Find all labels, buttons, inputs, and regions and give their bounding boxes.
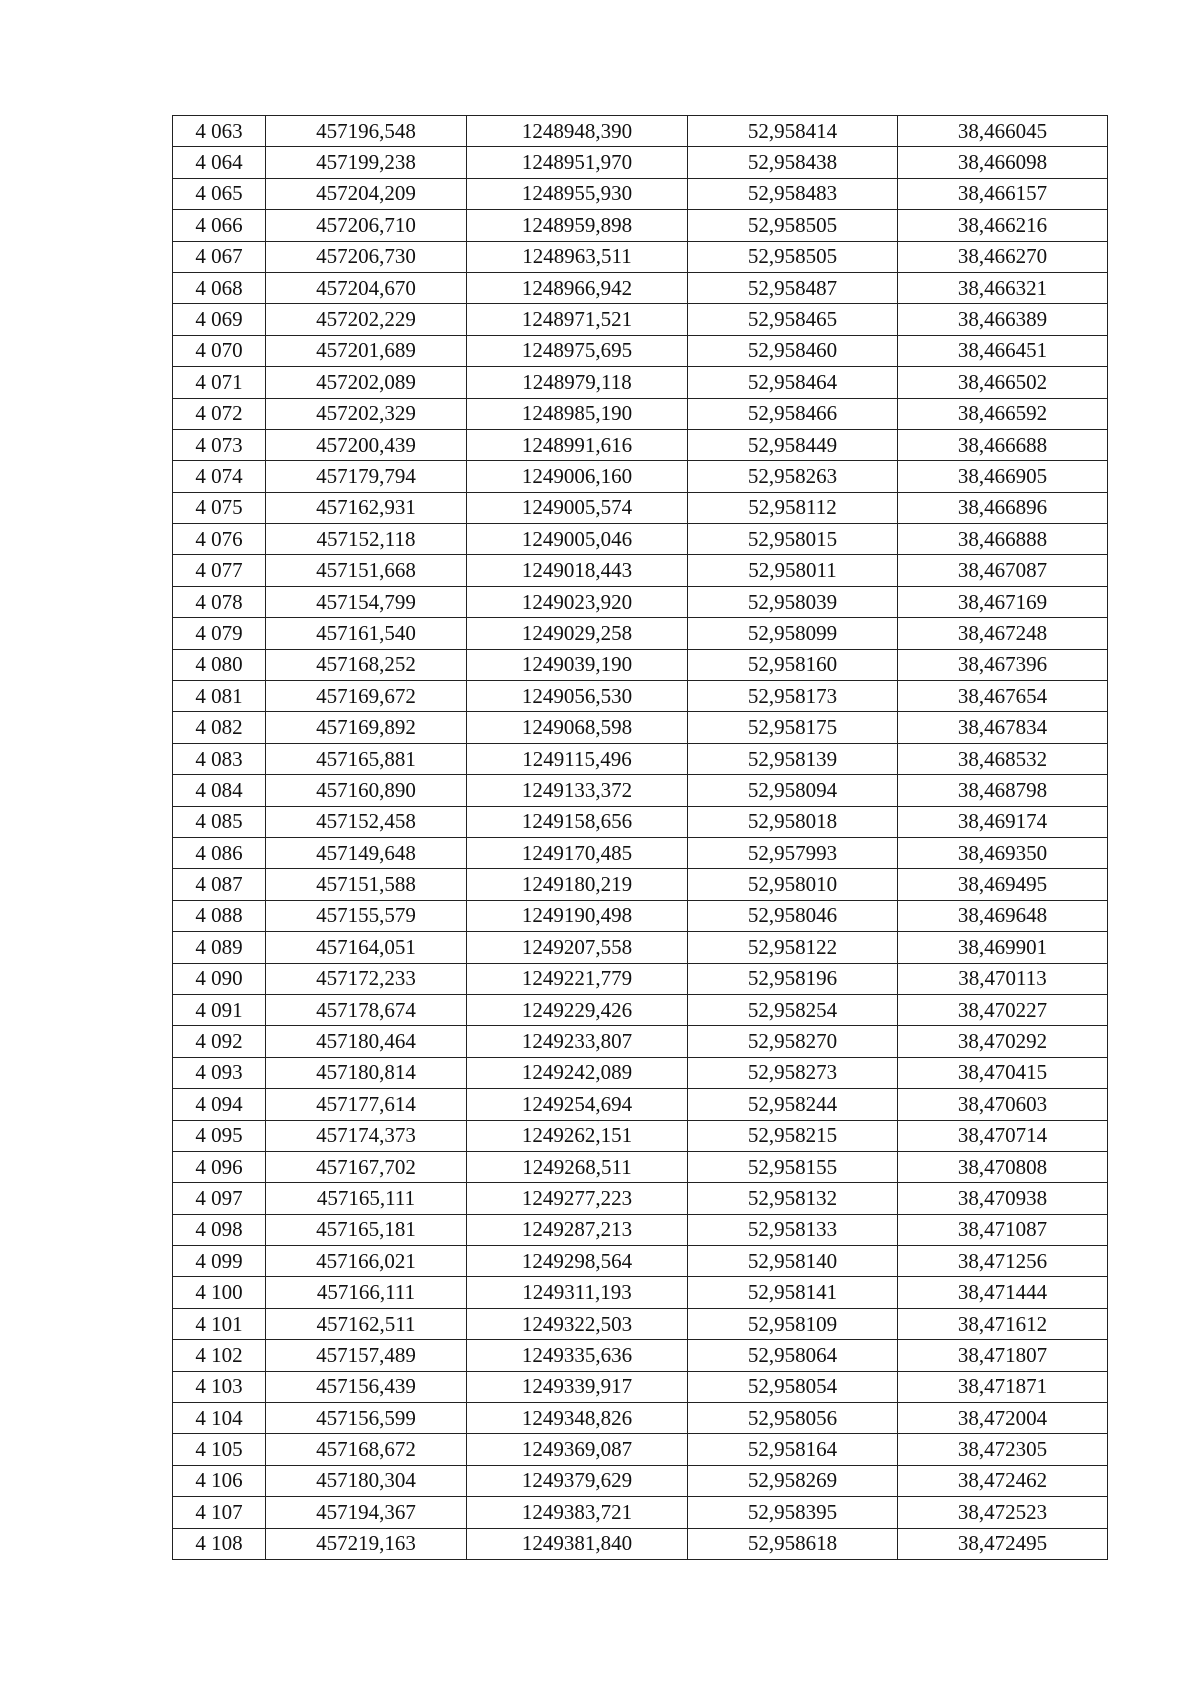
longitude-cell: 38,467087 [898, 555, 1108, 586]
table-row [173, 994, 1108, 1025]
point-number-cell: 4 104 [173, 1403, 266, 1434]
point-number-cell: 4 074 [173, 461, 266, 492]
y-coordinate-cell: 1248948,390 [467, 116, 688, 147]
point-number-cell: 4 105 [173, 1434, 266, 1465]
x-coordinate-cell: 457156,439 [266, 1371, 467, 1402]
y-coordinate-cell: 1249229,426 [467, 994, 688, 1025]
latitude-cell: 52,958618 [688, 1528, 898, 1559]
longitude-cell: 38,467396 [898, 649, 1108, 680]
point-number-cell: 4 071 [173, 367, 266, 398]
longitude-cell: 38,471871 [898, 1371, 1108, 1402]
x-coordinate-cell: 457178,674 [266, 994, 467, 1025]
point-number-cell: 4 108 [173, 1528, 266, 1559]
table-row [173, 712, 1108, 743]
longitude-cell: 38,466321 [898, 272, 1108, 303]
y-coordinate-cell: 1248966,942 [467, 272, 688, 303]
point-number-cell: 4 099 [173, 1246, 266, 1277]
y-coordinate-cell: 1248963,511 [467, 241, 688, 272]
point-number-cell: 4 086 [173, 837, 266, 868]
table-row [173, 555, 1108, 586]
table-row [173, 492, 1108, 523]
table-row [173, 1308, 1108, 1339]
table-row [173, 398, 1108, 429]
y-coordinate-cell: 1249379,629 [467, 1465, 688, 1496]
y-coordinate-cell: 1249369,087 [467, 1434, 688, 1465]
x-coordinate-cell: 457169,892 [266, 712, 467, 743]
longitude-cell: 38,472462 [898, 1465, 1108, 1496]
table-row [173, 272, 1108, 303]
latitude-cell: 52,958015 [688, 524, 898, 555]
latitude-cell: 52,958215 [688, 1120, 898, 1151]
table-row [173, 1465, 1108, 1496]
x-coordinate-cell: 457155,579 [266, 900, 467, 931]
longitude-cell: 38,466270 [898, 241, 1108, 272]
x-coordinate-cell: 457199,238 [266, 147, 467, 178]
x-coordinate-cell: 457164,051 [266, 932, 467, 963]
x-coordinate-cell: 457202,329 [266, 398, 467, 429]
longitude-cell: 38,470415 [898, 1057, 1108, 1088]
x-coordinate-cell: 457196,548 [266, 116, 467, 147]
x-coordinate-cell: 457201,689 [266, 335, 467, 366]
table-row [173, 743, 1108, 774]
table-row [173, 1497, 1108, 1528]
point-number-cell: 4 064 [173, 147, 266, 178]
y-coordinate-cell: 1249277,223 [467, 1183, 688, 1214]
y-coordinate-cell: 1249158,656 [467, 806, 688, 837]
longitude-cell: 38,466451 [898, 335, 1108, 366]
x-coordinate-cell: 457174,373 [266, 1120, 467, 1151]
table-row [173, 649, 1108, 680]
point-number-cell: 4 103 [173, 1371, 266, 1402]
y-coordinate-cell: 1249133,372 [467, 775, 688, 806]
x-coordinate-cell: 457162,511 [266, 1308, 467, 1339]
latitude-cell: 52,958133 [688, 1214, 898, 1245]
point-number-cell: 4 076 [173, 524, 266, 555]
table-row [173, 335, 1108, 366]
table-row [173, 1151, 1108, 1182]
table-row [173, 1089, 1108, 1120]
y-coordinate-cell: 1249242,089 [467, 1057, 688, 1088]
table-row [173, 806, 1108, 837]
x-coordinate-cell: 457152,118 [266, 524, 467, 555]
longitude-cell: 38,471807 [898, 1340, 1108, 1371]
y-coordinate-cell: 1249287,213 [467, 1214, 688, 1245]
table-row [173, 461, 1108, 492]
longitude-cell: 38,470227 [898, 994, 1108, 1025]
table-row [173, 1371, 1108, 1402]
y-coordinate-cell: 1249006,160 [467, 461, 688, 492]
point-number-cell: 4 094 [173, 1089, 266, 1120]
latitude-cell: 52,958039 [688, 586, 898, 617]
longitude-cell: 38,466905 [898, 461, 1108, 492]
table-row [173, 963, 1108, 994]
point-number-cell: 4 084 [173, 775, 266, 806]
latitude-cell: 52,958505 [688, 210, 898, 241]
x-coordinate-cell: 457167,702 [266, 1151, 467, 1182]
table-row [173, 900, 1108, 931]
latitude-cell: 52,958164 [688, 1434, 898, 1465]
table-row [173, 1057, 1108, 1088]
longitude-cell: 38,471256 [898, 1246, 1108, 1277]
y-coordinate-cell: 1249233,807 [467, 1026, 688, 1057]
point-number-cell: 4 078 [173, 586, 266, 617]
y-coordinate-cell: 1249115,496 [467, 743, 688, 774]
longitude-cell: 38,471612 [898, 1308, 1108, 1339]
latitude-cell: 52,958244 [688, 1089, 898, 1120]
latitude-cell: 52,958487 [688, 272, 898, 303]
latitude-cell: 52,958109 [688, 1308, 898, 1339]
y-coordinate-cell: 1249381,840 [467, 1528, 688, 1559]
point-number-cell: 4 083 [173, 743, 266, 774]
latitude-cell: 52,958018 [688, 806, 898, 837]
longitude-cell: 38,466216 [898, 210, 1108, 241]
y-coordinate-cell: 1249190,498 [467, 900, 688, 931]
point-number-cell: 4 085 [173, 806, 266, 837]
latitude-cell: 52,958094 [688, 775, 898, 806]
latitude-cell: 52,958132 [688, 1183, 898, 1214]
point-number-cell: 4 089 [173, 932, 266, 963]
point-number-cell: 4 093 [173, 1057, 266, 1088]
table-row [173, 775, 1108, 806]
point-number-cell: 4 100 [173, 1277, 266, 1308]
longitude-cell: 38,472495 [898, 1528, 1108, 1559]
table-row [173, 1528, 1108, 1559]
y-coordinate-cell: 1248991,616 [467, 429, 688, 460]
y-coordinate-cell: 1249254,694 [467, 1089, 688, 1120]
table-row [173, 618, 1108, 649]
latitude-cell: 52,958139 [688, 743, 898, 774]
longitude-cell: 38,468798 [898, 775, 1108, 806]
point-number-cell: 4 079 [173, 618, 266, 649]
y-coordinate-cell: 1249023,920 [467, 586, 688, 617]
table-row [173, 524, 1108, 555]
latitude-cell: 52,958273 [688, 1057, 898, 1088]
longitude-cell: 38,467654 [898, 681, 1108, 712]
point-number-cell: 4 087 [173, 869, 266, 900]
longitude-cell: 38,470938 [898, 1183, 1108, 1214]
latitude-cell: 52,958010 [688, 869, 898, 900]
longitude-cell: 38,472305 [898, 1434, 1108, 1465]
table-row [173, 586, 1108, 617]
table-row [173, 1340, 1108, 1371]
longitude-cell: 38,469350 [898, 837, 1108, 868]
latitude-cell: 52,958414 [688, 116, 898, 147]
latitude-cell: 52,958056 [688, 1403, 898, 1434]
longitude-cell: 38,467834 [898, 712, 1108, 743]
latitude-cell: 52,958140 [688, 1246, 898, 1277]
longitude-cell: 38,472004 [898, 1403, 1108, 1434]
latitude-cell: 52,958395 [688, 1497, 898, 1528]
latitude-cell: 52,958112 [688, 492, 898, 523]
point-number-cell: 4 091 [173, 994, 266, 1025]
latitude-cell: 52,958460 [688, 335, 898, 366]
longitude-cell: 38,467248 [898, 618, 1108, 649]
longitude-cell: 38,469901 [898, 932, 1108, 963]
table-row [173, 1026, 1108, 1057]
y-coordinate-cell: 1249039,190 [467, 649, 688, 680]
point-number-cell: 4 070 [173, 335, 266, 366]
y-coordinate-cell: 1249018,443 [467, 555, 688, 586]
x-coordinate-cell: 457165,111 [266, 1183, 467, 1214]
x-coordinate-cell: 457177,614 [266, 1089, 467, 1120]
y-coordinate-cell: 1248985,190 [467, 398, 688, 429]
y-coordinate-cell: 1249268,511 [467, 1151, 688, 1182]
table-row [173, 210, 1108, 241]
y-coordinate-cell: 1249005,046 [467, 524, 688, 555]
x-coordinate-cell: 457165,881 [266, 743, 467, 774]
longitude-cell: 38,466157 [898, 178, 1108, 209]
latitude-cell: 52,958064 [688, 1340, 898, 1371]
x-coordinate-cell: 457194,367 [266, 1497, 467, 1528]
x-coordinate-cell: 457151,668 [266, 555, 467, 586]
x-coordinate-cell: 457206,730 [266, 241, 467, 272]
table-row [173, 1403, 1108, 1434]
longitude-cell: 38,469648 [898, 900, 1108, 931]
x-coordinate-cell: 457180,814 [266, 1057, 467, 1088]
point-number-cell: 4 106 [173, 1465, 266, 1496]
latitude-cell: 52,958141 [688, 1277, 898, 1308]
point-number-cell: 4 063 [173, 116, 266, 147]
y-coordinate-cell: 1248979,118 [467, 367, 688, 398]
y-coordinate-cell: 1249311,193 [467, 1277, 688, 1308]
latitude-cell: 52,958269 [688, 1465, 898, 1496]
x-coordinate-cell: 457168,672 [266, 1434, 467, 1465]
point-number-cell: 4 080 [173, 649, 266, 680]
x-coordinate-cell: 457160,890 [266, 775, 467, 806]
y-coordinate-cell: 1248951,970 [467, 147, 688, 178]
x-coordinate-cell: 457157,489 [266, 1340, 467, 1371]
point-number-cell: 4 092 [173, 1026, 266, 1057]
table-row [173, 1183, 1108, 1214]
coordinates-table [172, 115, 1108, 1560]
y-coordinate-cell: 1248959,898 [467, 210, 688, 241]
longitude-cell: 38,466592 [898, 398, 1108, 429]
point-number-cell: 4 067 [173, 241, 266, 272]
x-coordinate-cell: 457165,181 [266, 1214, 467, 1245]
point-number-cell: 4 081 [173, 681, 266, 712]
y-coordinate-cell: 1249207,558 [467, 932, 688, 963]
x-coordinate-cell: 457204,209 [266, 178, 467, 209]
table-row [173, 869, 1108, 900]
latitude-cell: 52,958465 [688, 304, 898, 335]
x-coordinate-cell: 457168,252 [266, 649, 467, 680]
longitude-cell: 38,466688 [898, 429, 1108, 460]
longitude-cell: 38,466502 [898, 367, 1108, 398]
longitude-cell: 38,466896 [898, 492, 1108, 523]
latitude-cell: 52,958483 [688, 178, 898, 209]
x-coordinate-cell: 457162,931 [266, 492, 467, 523]
point-number-cell: 4 098 [173, 1214, 266, 1245]
x-coordinate-cell: 457180,464 [266, 1026, 467, 1057]
y-coordinate-cell: 1249322,503 [467, 1308, 688, 1339]
y-coordinate-cell: 1249056,530 [467, 681, 688, 712]
y-coordinate-cell: 1248971,521 [467, 304, 688, 335]
latitude-cell: 52,958046 [688, 900, 898, 931]
latitude-cell: 52,958466 [688, 398, 898, 429]
table-row [173, 147, 1108, 178]
x-coordinate-cell: 457202,229 [266, 304, 467, 335]
latitude-cell: 52,958438 [688, 147, 898, 178]
point-number-cell: 4 096 [173, 1151, 266, 1182]
longitude-cell: 38,470292 [898, 1026, 1108, 1057]
y-coordinate-cell: 1248975,695 [467, 335, 688, 366]
longitude-cell: 38,472523 [898, 1497, 1108, 1528]
point-number-cell: 4 102 [173, 1340, 266, 1371]
table-row [173, 304, 1108, 335]
x-coordinate-cell: 457156,599 [266, 1403, 467, 1434]
point-number-cell: 4 107 [173, 1497, 266, 1528]
longitude-cell: 38,469174 [898, 806, 1108, 837]
y-coordinate-cell: 1249339,917 [467, 1371, 688, 1402]
longitude-cell: 38,466098 [898, 147, 1108, 178]
latitude-cell: 52,958464 [688, 367, 898, 398]
table-row [173, 116, 1108, 147]
latitude-cell: 52,958254 [688, 994, 898, 1025]
latitude-cell: 52,958155 [688, 1151, 898, 1182]
latitude-cell: 52,958196 [688, 963, 898, 994]
point-number-cell: 4 075 [173, 492, 266, 523]
latitude-cell: 52,958122 [688, 932, 898, 963]
x-coordinate-cell: 457169,672 [266, 681, 467, 712]
point-number-cell: 4 082 [173, 712, 266, 743]
point-number-cell: 4 069 [173, 304, 266, 335]
table-row [173, 178, 1108, 209]
table-row [173, 681, 1108, 712]
point-number-cell: 4 065 [173, 178, 266, 209]
point-number-cell: 4 072 [173, 398, 266, 429]
x-coordinate-cell: 457154,799 [266, 586, 467, 617]
y-coordinate-cell: 1249383,721 [467, 1497, 688, 1528]
table-row [173, 367, 1108, 398]
point-number-cell: 4 095 [173, 1120, 266, 1151]
point-number-cell: 4 088 [173, 900, 266, 931]
latitude-cell: 52,958505 [688, 241, 898, 272]
y-coordinate-cell: 1249348,826 [467, 1403, 688, 1434]
longitude-cell: 38,468532 [898, 743, 1108, 774]
latitude-cell: 52,958099 [688, 618, 898, 649]
y-coordinate-cell: 1249262,151 [467, 1120, 688, 1151]
longitude-cell: 38,470714 [898, 1120, 1108, 1151]
longitude-cell: 38,466389 [898, 304, 1108, 335]
x-coordinate-cell: 457200,439 [266, 429, 467, 460]
latitude-cell: 52,958011 [688, 555, 898, 586]
y-coordinate-cell: 1249068,598 [467, 712, 688, 743]
x-coordinate-cell: 457219,163 [266, 1528, 467, 1559]
latitude-cell: 52,958449 [688, 429, 898, 460]
table-row [173, 241, 1108, 272]
y-coordinate-cell: 1248955,930 [467, 178, 688, 209]
point-number-cell: 4 077 [173, 555, 266, 586]
table-row [173, 837, 1108, 868]
y-coordinate-cell: 1249170,485 [467, 837, 688, 868]
longitude-cell: 38,471087 [898, 1214, 1108, 1245]
coordinates-table-body [173, 116, 1108, 1560]
y-coordinate-cell: 1249180,219 [467, 869, 688, 900]
longitude-cell: 38,470808 [898, 1151, 1108, 1182]
table-row [173, 429, 1108, 460]
longitude-cell: 38,469495 [898, 869, 1108, 900]
x-coordinate-cell: 457180,304 [266, 1465, 467, 1496]
latitude-cell: 52,957993 [688, 837, 898, 868]
latitude-cell: 52,958160 [688, 649, 898, 680]
y-coordinate-cell: 1249221,779 [467, 963, 688, 994]
latitude-cell: 52,958263 [688, 461, 898, 492]
longitude-cell: 38,466045 [898, 116, 1108, 147]
point-number-cell: 4 073 [173, 429, 266, 460]
latitude-cell: 52,958054 [688, 1371, 898, 1402]
table-row [173, 1214, 1108, 1245]
x-coordinate-cell: 457161,540 [266, 618, 467, 649]
longitude-cell: 38,470603 [898, 1089, 1108, 1120]
table-row [173, 1277, 1108, 1308]
x-coordinate-cell: 457166,021 [266, 1246, 467, 1277]
table-row [173, 1120, 1108, 1151]
longitude-cell: 38,470113 [898, 963, 1108, 994]
y-coordinate-cell: 1249005,574 [467, 492, 688, 523]
x-coordinate-cell: 457179,794 [266, 461, 467, 492]
table-row [173, 1434, 1108, 1465]
y-coordinate-cell: 1249298,564 [467, 1246, 688, 1277]
x-coordinate-cell: 457149,648 [266, 837, 467, 868]
y-coordinate-cell: 1249335,636 [467, 1340, 688, 1371]
x-coordinate-cell: 457204,670 [266, 272, 467, 303]
x-coordinate-cell: 457152,458 [266, 806, 467, 837]
point-number-cell: 4 066 [173, 210, 266, 241]
x-coordinate-cell: 457202,089 [266, 367, 467, 398]
x-coordinate-cell: 457151,588 [266, 869, 467, 900]
table-row [173, 932, 1108, 963]
latitude-cell: 52,958175 [688, 712, 898, 743]
x-coordinate-cell: 457166,111 [266, 1277, 467, 1308]
y-coordinate-cell: 1249029,258 [467, 618, 688, 649]
point-number-cell: 4 101 [173, 1308, 266, 1339]
longitude-cell: 38,471444 [898, 1277, 1108, 1308]
x-coordinate-cell: 457172,233 [266, 963, 467, 994]
table-row [173, 1246, 1108, 1277]
point-number-cell: 4 097 [173, 1183, 266, 1214]
point-number-cell: 4 068 [173, 272, 266, 303]
longitude-cell: 38,466888 [898, 524, 1108, 555]
x-coordinate-cell: 457206,710 [266, 210, 467, 241]
latitude-cell: 52,958173 [688, 681, 898, 712]
point-number-cell: 4 090 [173, 963, 266, 994]
latitude-cell: 52,958270 [688, 1026, 898, 1057]
longitude-cell: 38,467169 [898, 586, 1108, 617]
